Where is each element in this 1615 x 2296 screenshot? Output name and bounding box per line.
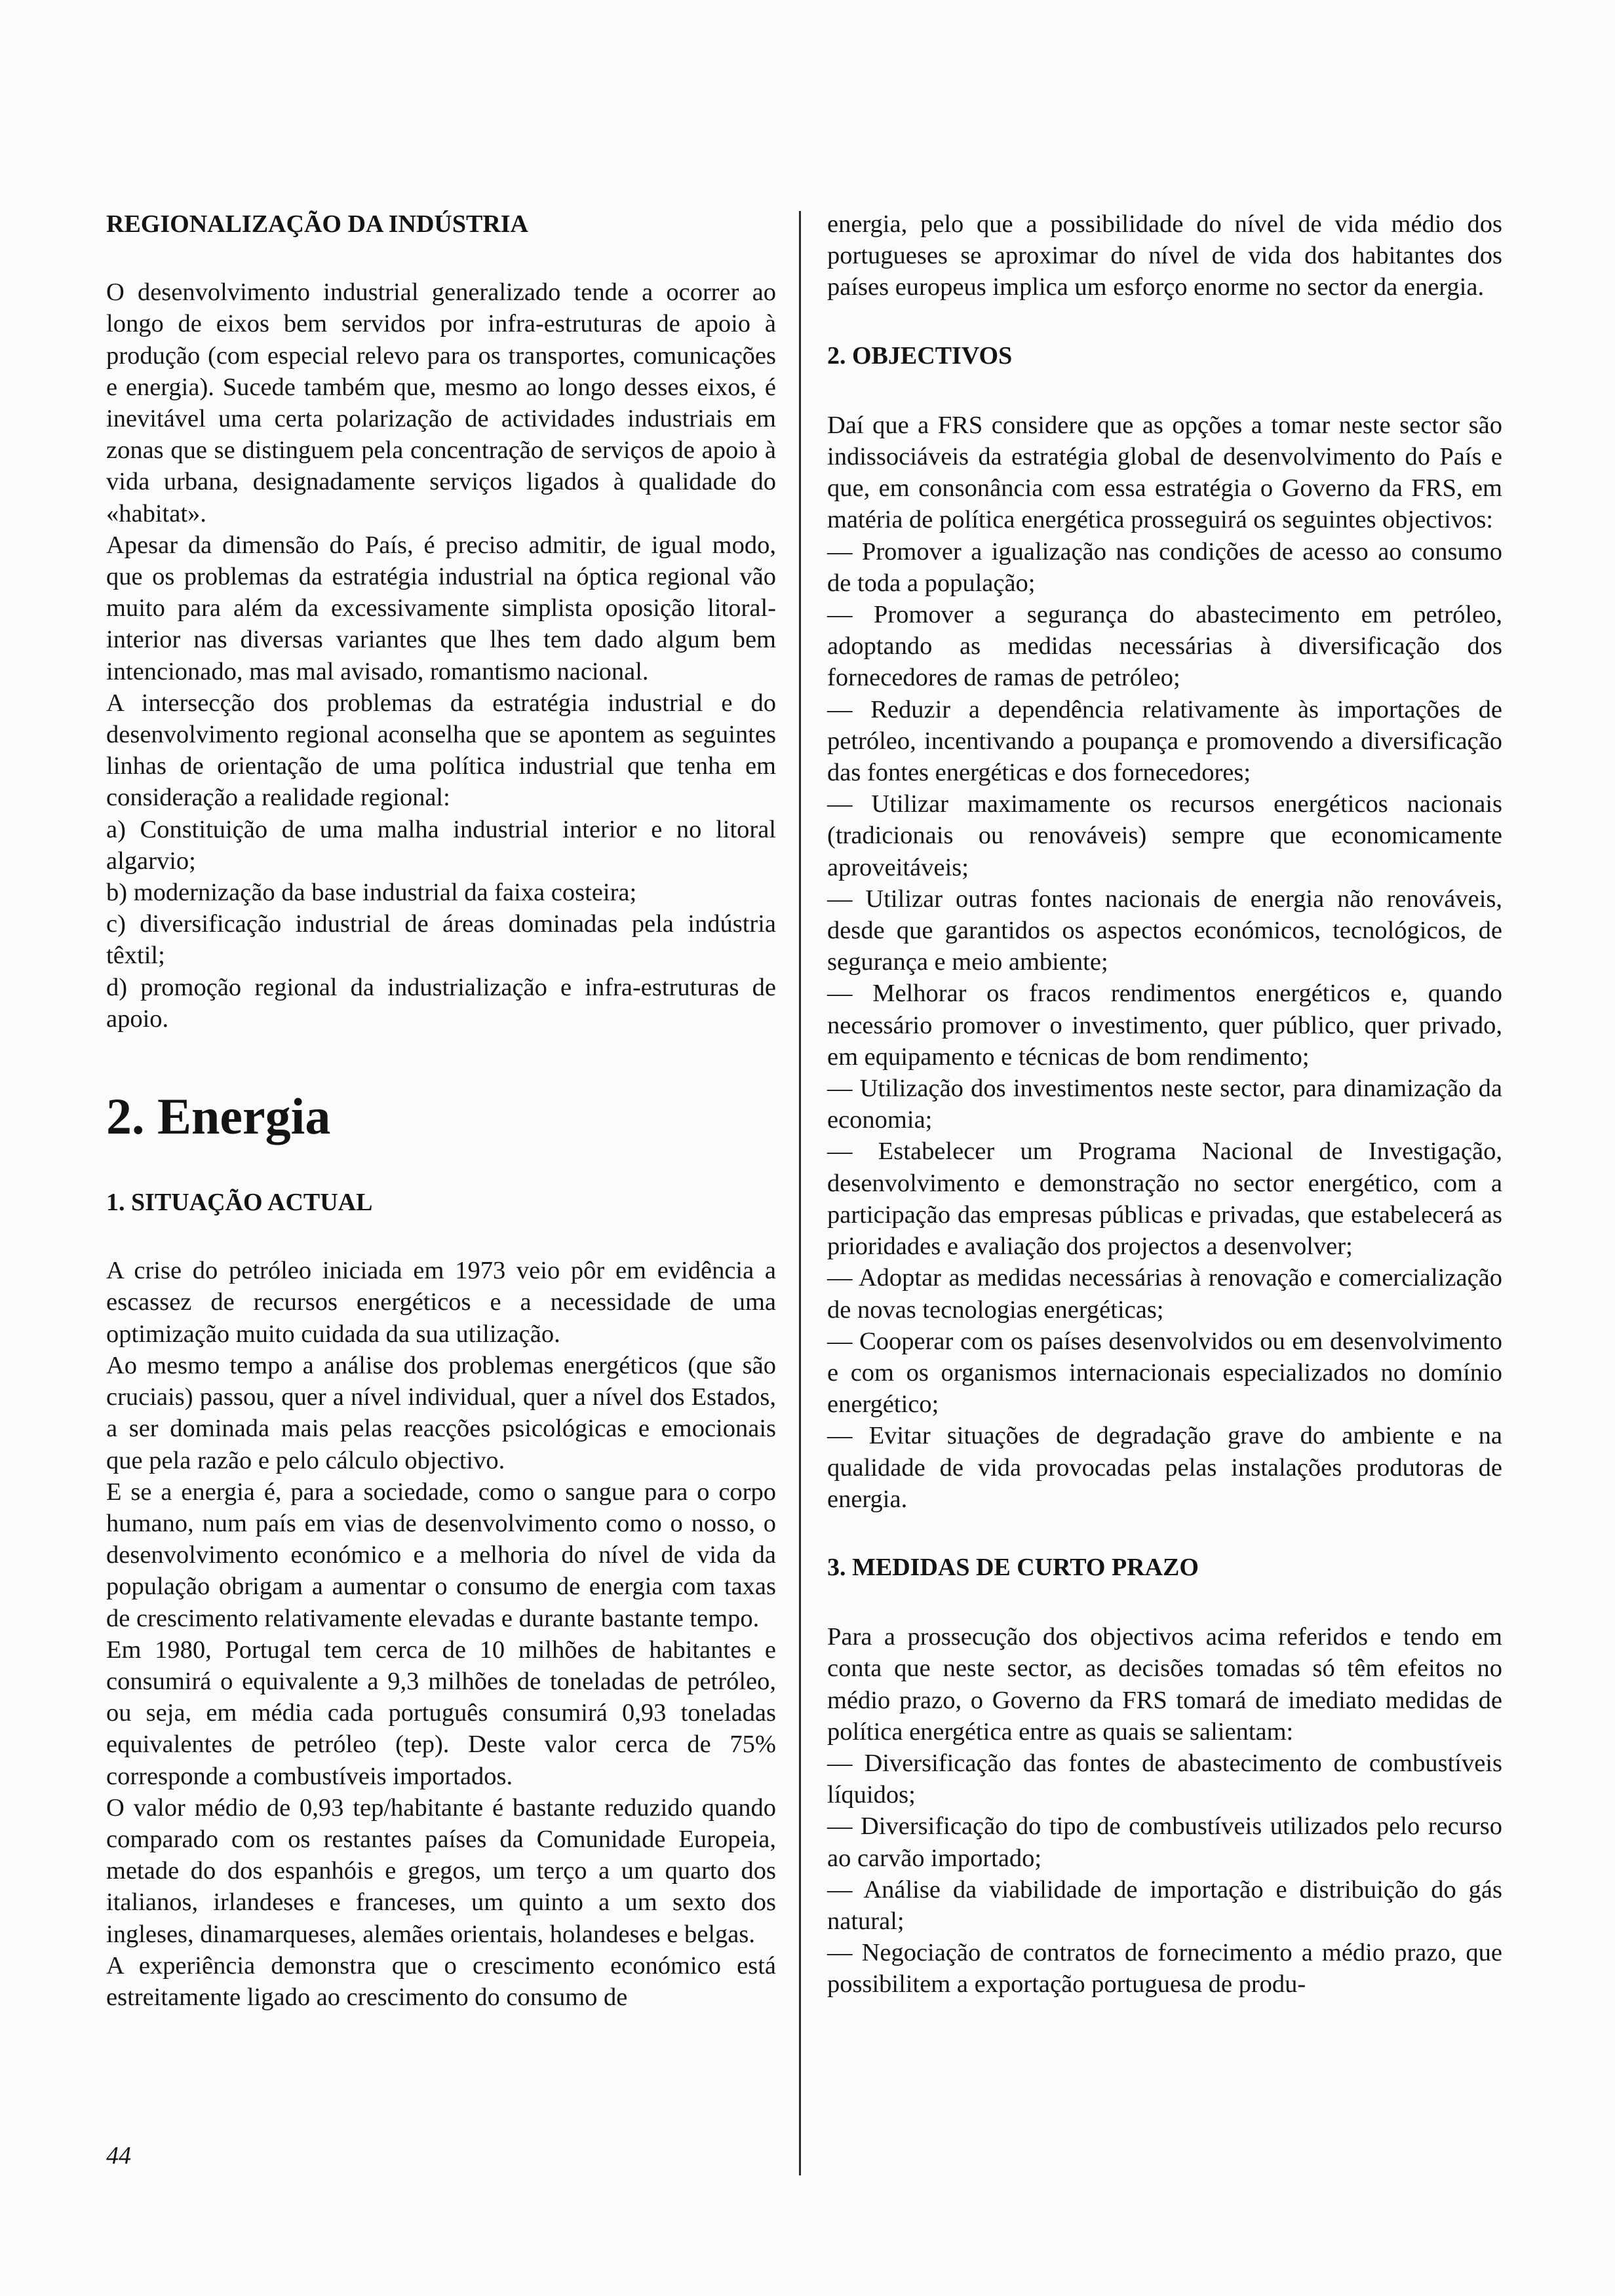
objective-item: — Promover a segurança do abastecimento em petróleo, adoptando as medidas necessárias à diversificação dos fornecedores de ramas de petróleo; — [827, 601, 1502, 692]
paragraph: A intersecção dos problemas da estratégia industrial e do desenvolvimento regional aconselha que se apontem as seguintes linhas de orientação de uma política industrial que tenha em consideração a realidade regional: — [106, 689, 776, 812]
measure-item: — Diversificação das fontes de abastecimento de combustíveis líquidos; — [827, 1749, 1502, 1809]
chapter-title-energia: 2. Energia — [106, 1088, 331, 1145]
paragraph: O valor médio de 0,93 tep/habitante é bastante reduzido quando comparado com os restantes países da Comunidade Europeia, metade do dos espanhóis e gregos, um terço a um quarto dos italianos, irlandeses e franceses, um quinto a um sexto dos ingleses, dinamarqueses, alemães orientais, holandeses e belgas. — [106, 1793, 776, 1948]
measure-item: — Análise da viabilidade de importação e distribuição do gás natural; — [827, 1875, 1502, 1935]
list-item-b: b) modernização da base industrial da faixa costeira; — [106, 879, 637, 907]
section-heading-objectivos: 2. OBJECTIVOS — [827, 341, 1013, 370]
list-item-c: c) diversificação industrial de áreas dominadas pela indústria têxtil; — [106, 910, 776, 970]
objective-item: — Utilização dos investimentos neste sector, para dinamização da economia; — [827, 1075, 1502, 1134]
paragraph: A experiência demonstra que o crescimento económico está estreitamente ligado ao crescimento do consumo de — [106, 1951, 776, 2011]
section-heading-medidas-curto-prazo: 3. MEDIDAS DE CURTO PRAZO — [827, 1553, 1199, 1581]
section-heading-situacao-actual: 1. SITUAÇÃO ACTUAL — [106, 1189, 373, 1217]
right-column — [827, 208, 1502, 2000]
column-divider — [799, 211, 801, 2175]
paragraph-continued: energia, pelo que a possibilidade do nível de vida médio dos portugueses se aproximar do nível de vida dos habitantes dos países europeus implica um esforço enorme no sector da energia. — [827, 210, 1502, 301]
objective-item: — Adoptar as medidas necessárias à renovação e comercialização de novas tecnologias energéticas; — [827, 1264, 1502, 1324]
measure-item: — Negociação de contratos de fornecimento a médio prazo, que possibilitem a exportação portuguesa de produ- — [827, 1939, 1502, 1999]
objective-item: — Utilizar maximamente os recursos energéticos nacionais (tradicionais ou renováveis) sempre que economicamente aproveitáveis; — [827, 790, 1502, 881]
left-column — [106, 208, 776, 2013]
section-heading-regionalizacao: REGIONALIZAÇÃO DA INDÚSTRIA — [106, 210, 528, 238]
page-number: 44 — [106, 2142, 131, 2170]
objective-item: — Reduzir a dependência relativamente às importações de petróleo, incentivando a poupança e promovendo a diversificação das fontes energéticas e dos fornecedores; — [827, 695, 1502, 787]
objective-item: — Evitar situações de degradação grave do ambiente e na qualidade de vida provocadas pelas instalações produtoras de energia. — [827, 1422, 1502, 1513]
paragraph: E se a energia é, para a sociedade, como o sangue para o corpo humano, num país em vias de desenvolvimento como o nosso, o desenvolvimento económico e a melhoria do nível de vida da população obrigam a aumentar o consumo de energia com taxas de crescimento relativamente elevadas e durante bastante tempo. — [106, 1478, 776, 1632]
objective-item: — Estabelecer um Programa Nacional de Investigação, desenvolvimento e demonstração no sector energético, com a participação das empresas públicas e privadas, que estabelecerá as prioridades e avaliação dos projectos a desenvolver; — [827, 1138, 1502, 1261]
paragraph: Apesar da dimensão do País, é preciso admitir, de igual modo, que os problemas da estratégia industrial na óptica regional vão muito para além da excessivamente simplista oposição litoral-interior nas diversas variantes que lhes tem dado algum bem intencionado, mas mal avisado, romantismo nacional. — [106, 531, 776, 685]
objective-item: — Melhorar os fracos rendimentos energéticos e, quando necessário promover o investimento, quer público, quer privado, em equipamento e técnicas de bom rendimento; — [827, 980, 1502, 1071]
measure-item: — Diversificação do tipo de combustíveis utilizados pelo recurso ao carvão importado; — [827, 1812, 1502, 1872]
paragraph: A crise do petróleo iniciada em 1973 veio pôr em evidência a escassez de recursos energéticos e a necessidade de uma optimização muito cuidada da sua utilização. — [106, 1257, 776, 1348]
objective-item: — Utilizar outras fontes nacionais de energia não renováveis, desde que garantidos os aspectos económicos, tecnológicos, de segurança e meio ambiente; — [827, 885, 1502, 976]
paragraph: Em 1980, Portugal tem cerca de 10 milhões de habitantes e consumirá o equivalente a 9,3 milhões de toneladas de petróleo, ou seja, em média cada português consumirá 0,93 toneladas equivalentes de petróleo (tep). Deste valor cerca de 75% corresponde a combustíveis importados. — [106, 1636, 776, 1790]
list-item-d: d) promoção regional da industrialização e infra-estruturas de apoio. — [106, 973, 776, 1033]
objective-item: — Cooperar com os países desenvolvidos ou em desenvolvimento e com os organismos internacionais especializados no domínio energético; — [827, 1327, 1502, 1419]
paragraph: Para a prossecução dos objectivos acima referidos e tendo em conta que neste sector, as decisões tomadas só têm efeitos no médio prazo, o Governo da FRS tomará de imediato medidas de política energética entre as quais se salientam: — [827, 1623, 1502, 1746]
paragraph: Daí que a FRS considere que as opções a tomar neste sector são indissociáveis da estratégia global de desenvolvimento do País e que, em consonância com essa estratégia o Governo da FRS, em matéria de política energética prosseguirá os seguintes objectivos: — [827, 411, 1502, 534]
paragraph: O desenvolvimento industrial generalizado tende a ocorrer ao longo de eixos bem servidos por infra-estruturas de apoio à produção (com especial relevo para os transportes, comunicações e energia). Sucede também que, mesmo ao longo desses eixos, é inevitável uma certa polarização de actividades industriais em zonas que se distinguem pela concentração de serviços de apoio à vida urbana, designadamente serviços ligados à qualidade do «habitat». — [106, 278, 776, 527]
list-item-a: a) Constituição de uma malha industrial interior e no litoral algarvio; — [106, 815, 776, 875]
paragraph: Ao mesmo tempo a análise dos problemas energéticos (que são cruciais) passou, quer a nível individual, quer a nível dos Estados, a ser dominada mais pelas reacções psicológicas e emocionais que pela razão e pelo cálculo objectivo. — [106, 1351, 776, 1474]
objective-item: — Promover a igualização nas condições de acesso ao consumo de toda a população; — [827, 537, 1502, 597]
